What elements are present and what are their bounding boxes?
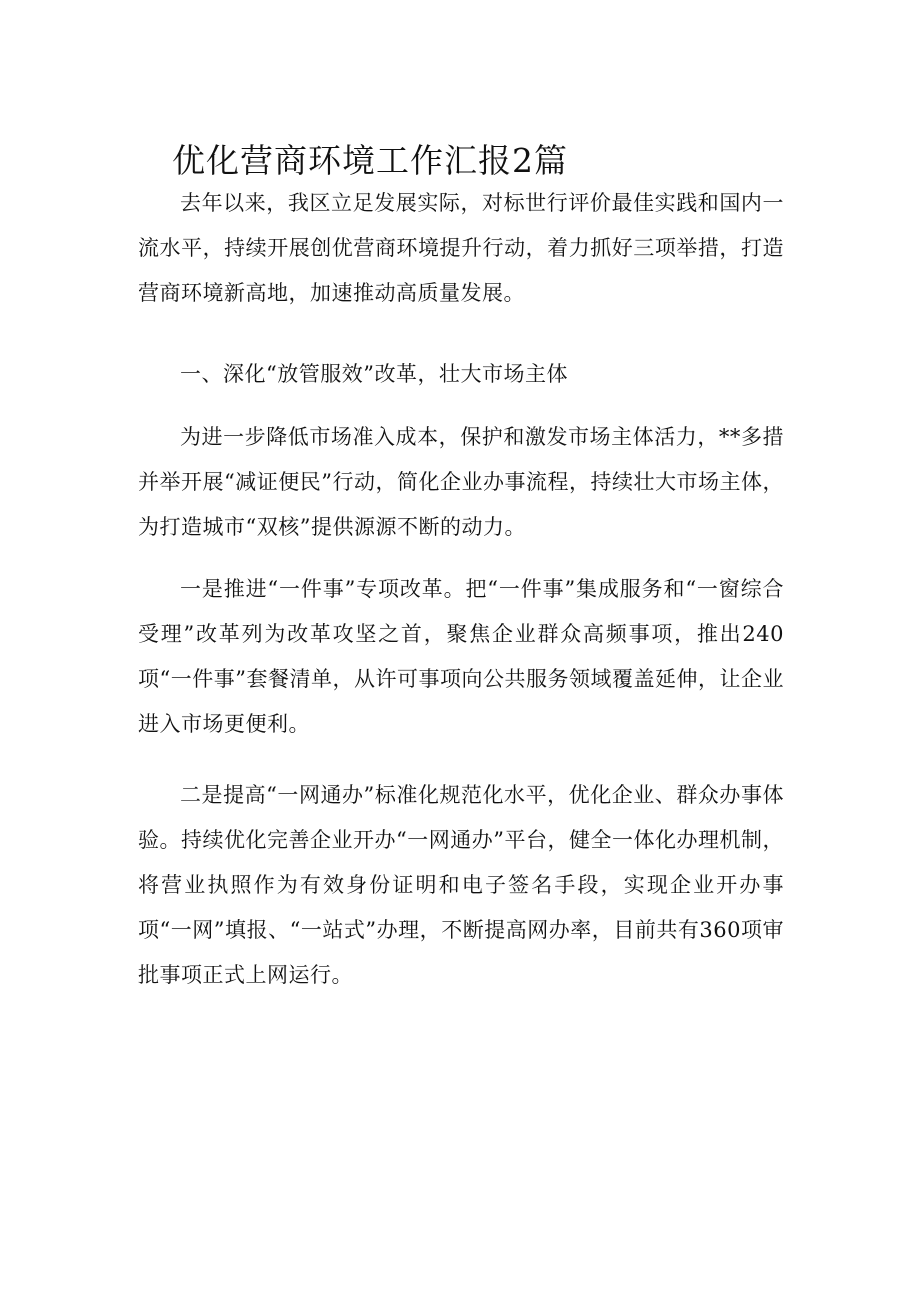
section-paragraph: 为进一步降低市场准入成本，保护和激发市场主体活力，**多措并举开展“减证便民”行动，简化企业办事流程，持续壮大市场主体，为打造城市“双核”提供源源不断的动力。 xyxy=(138,425,784,539)
intro-paragraph: 去年以来，我区立足发展实际，对标世行评价最佳实践和国内一流水平，持续开展创优营商环境提升行动，着力抓好三项举措，打造营商环境新高地，加速推动高质量发展。 xyxy=(138,191,784,305)
reform-paragraph-1: 一是推进“一件事”专项改革。把“一件事”集成服务和“一窗综合受理”改革列为改革攻坚之首，聚焦企业群众高频事项，推出240项“一件事”套餐清单，从许可事项向公共服务领域覆盖延伸，让企业进入市场更便利。 xyxy=(138,577,784,736)
document-title: 优化营商环境工作汇报2篇 xyxy=(172,141,568,180)
section-heading: 一、深化“放管服效”改革，壮大市场主体 xyxy=(180,362,568,386)
reform-paragraph-2: 二是提高“一网通办”标准化规范化水平，优化企业、群众办事体验。持续优化完善企业开办“一网通办”平台，健全一体化办理机制，将营业执照作为有效身份证明和电子签名手段，实现企业开办事项“一网”填报、“一站式”办理，不断提高网办率，目前共有360项审批事项正式上网运行。 xyxy=(138,783,784,987)
